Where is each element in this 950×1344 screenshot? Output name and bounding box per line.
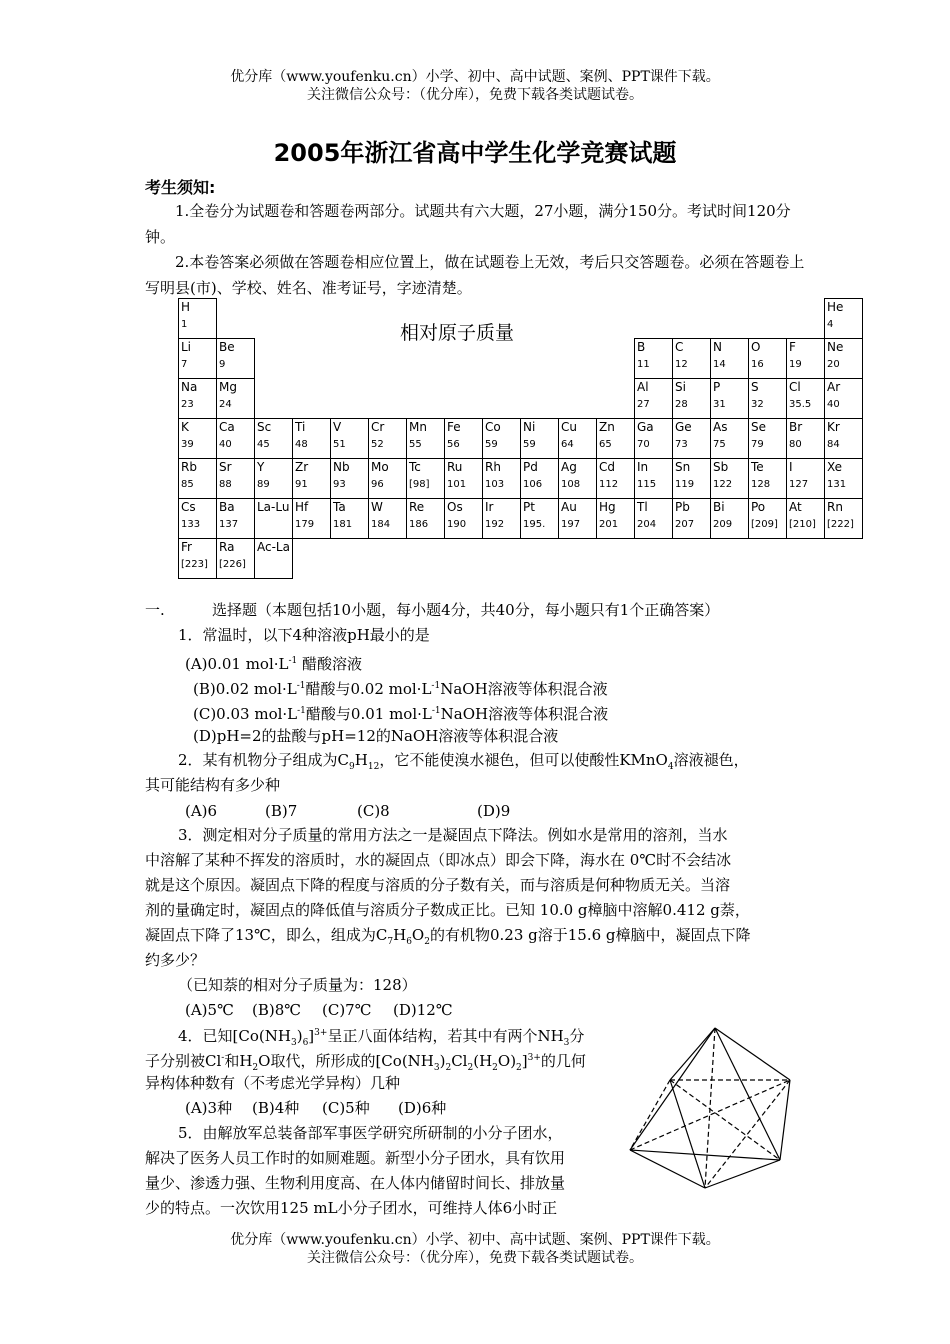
element-mass: 11 — [637, 359, 650, 370]
element-cell — [787, 419, 825, 459]
element-symbol: Pd — [523, 460, 538, 474]
element-cell — [217, 379, 255, 419]
element-mass: 88 — [219, 479, 232, 490]
element-mass: 103 — [485, 479, 505, 490]
element-mass: 7 — [181, 359, 188, 370]
q3-line-1: 3．测定相对分子质量的常用方法之一是凝固点下降法。例如水是常用的溶剂，当水 — [178, 826, 728, 844]
element-symbol: Po — [751, 500, 766, 514]
element-cell — [711, 339, 749, 379]
element-symbol: C — [675, 340, 684, 354]
element-symbol: Sc — [257, 420, 272, 434]
element-mass: 56 — [447, 439, 460, 450]
element-symbol: Ca — [219, 420, 235, 434]
element-cell — [293, 499, 331, 539]
element-symbol: I — [789, 460, 793, 474]
q4-line-2: 子分别被Cl-和$H_2O$取代，所形成的$[Co(NH_3)_2Cl_2(H_2O)_2]^{3+}$的几何 — [145, 1052, 586, 1073]
q3-line-4: 剂的量确定时，凝固点的降低值与溶质分子数成正比。已知 10.0 g樟脑中溶解0.412 g萘， — [145, 901, 750, 919]
element-cell — [559, 459, 597, 499]
element-cell — [521, 499, 559, 539]
element-mass: 186 — [409, 519, 429, 530]
element-cell — [407, 499, 445, 539]
q1-stem: 1．常温时，以下4种溶液pH最小的是 — [178, 626, 430, 644]
q2-option-c: (C)8 — [357, 802, 390, 820]
element-symbol: N — [713, 340, 722, 354]
element-mass: 96 — [371, 479, 384, 490]
element-mass: 115 — [637, 479, 657, 490]
element-cell — [673, 459, 711, 499]
octahedron-diagram — [625, 1025, 800, 1195]
element-symbol: Sb — [713, 460, 729, 474]
element-mass: 197 — [561, 519, 581, 530]
element-symbol: K — [181, 420, 189, 434]
element-symbol: P — [713, 380, 721, 394]
q1-option-b: (B)0.02 $mol\cdot L^{-1}$醋酸与0.02 $mol\cdot L^{-1}NaOH$溶液等体积混合液 — [193, 680, 608, 698]
element-mass: 122 — [713, 479, 733, 490]
element-mass: 9 — [219, 359, 226, 370]
element-mass: 93 — [333, 479, 346, 490]
element-mass: 209 — [713, 519, 733, 530]
q3-option-a: (A)5℃ — [185, 1001, 234, 1019]
element-mass: 137 — [219, 519, 239, 530]
element-cell — [635, 379, 673, 419]
element-mass: 204 — [637, 519, 657, 530]
element-symbol: Cd — [599, 460, 615, 474]
q4-option-c: (C)5种 — [322, 1099, 370, 1117]
element-cell — [445, 499, 483, 539]
element-symbol: Ne — [827, 340, 844, 354]
element-cell — [635, 419, 673, 459]
element-cell — [825, 459, 863, 499]
element-symbol: Ga — [637, 420, 654, 434]
element-mass: 201 — [599, 519, 619, 530]
q3-line-5: 凝固点下降了13℃，即么，组成为$C_7H_6O_2$的有机物0.23 g溶于15.6 g樟脑中，凝固点下降 — [145, 926, 751, 947]
element-mass: 24 — [219, 399, 232, 410]
q2-option-a: (A)6 — [185, 802, 218, 820]
element-cell — [711, 379, 749, 419]
element-mass: 16 — [751, 359, 764, 370]
notice-paragraph-1: 1.全卷分为试题卷和答题卷两部分。试题共有六大题，27小题，满分150分。考试时间120分钟。 — [145, 202, 791, 246]
element-symbol: In — [637, 460, 649, 474]
element-mass: 35.5 — [789, 399, 812, 410]
q3-note: （已知萘的相对分子质量为：128） — [178, 976, 417, 994]
element-symbol: Tc — [409, 460, 421, 474]
element-cell — [293, 459, 331, 499]
element-cell — [331, 459, 369, 499]
element-cell — [635, 499, 673, 539]
element-mass: 40 — [219, 439, 232, 450]
element-mass: 112 — [599, 479, 619, 490]
element-symbol: Y — [257, 460, 265, 474]
octa-edge — [715, 1028, 790, 1080]
element-symbol: Cr — [371, 420, 385, 434]
element-mass: [98] — [409, 479, 430, 490]
element-symbol: Sr — [219, 460, 232, 474]
q1-option-a: (A)0.01 $mol\cdot L^{-1}$ 醋酸溶液 — [185, 655, 363, 673]
element-mass: 106 — [523, 479, 543, 490]
element-symbol: Au — [561, 500, 577, 514]
element-mass: 39 — [181, 439, 194, 450]
periodic-table — [178, 298, 863, 579]
q5-line-3: 量少、渗透力强、生物利用度高、在人体内储留时间长、排放量 — [145, 1174, 566, 1192]
footer-line-2: 关注微信公众号：（优分库），免费下载各类试题试卷。 — [307, 1250, 643, 1266]
q5-line-2: 解决了医务人员工作时的如厕难题。新型小分子团水，具有饮用 — [145, 1149, 566, 1167]
element-cell — [787, 459, 825, 499]
element-cell — [635, 459, 673, 499]
element-cell — [749, 459, 787, 499]
element-symbol: Ba — [219, 500, 235, 514]
element-mass: [209] — [751, 519, 778, 530]
q1-option-d: (D)pH=2的盐酸与pH=12的NaOH溶液等体积混合液 — [193, 727, 559, 745]
element-mass: 45 — [257, 439, 270, 450]
element-mass: 14 — [713, 359, 726, 370]
octa-edge — [715, 1028, 780, 1160]
q3-option-c: (C)7℃ — [322, 1001, 372, 1019]
element-symbol: Bi — [713, 500, 725, 514]
element-cell — [331, 499, 369, 539]
element-symbol: Be — [219, 340, 235, 354]
element-mass: 31 — [713, 399, 726, 410]
element-mass: 55 — [409, 439, 422, 450]
element-symbol: H — [181, 300, 191, 314]
element-symbol: Co — [485, 420, 501, 434]
element-symbol: La-Lu — [257, 500, 290, 514]
element-mass: 133 — [181, 519, 201, 530]
element-cell — [179, 339, 217, 379]
element-symbol: Li — [181, 340, 192, 354]
element-mass: 184 — [371, 519, 391, 530]
element-symbol: Fe — [447, 420, 461, 434]
element-cell — [521, 419, 559, 459]
element-cell — [483, 419, 521, 459]
q4-line-3: 异构体种数有（不考虑光学异构）几种 — [145, 1074, 401, 1092]
element-cell — [255, 539, 293, 579]
element-symbol: Ni — [523, 420, 536, 434]
element-cell — [521, 459, 559, 499]
element-cell — [787, 379, 825, 419]
element-symbol: Os — [447, 500, 463, 514]
element-symbol: Hg — [599, 500, 616, 514]
element-symbol: Nb — [333, 460, 350, 474]
element-symbol: Ra — [219, 540, 235, 554]
element-cell — [255, 419, 293, 459]
element-symbol: Ru — [447, 460, 463, 474]
element-cell — [825, 379, 863, 419]
element-cell — [331, 419, 369, 459]
element-mass: 23 — [181, 399, 194, 410]
element-cell — [217, 419, 255, 459]
octa-edge — [780, 1080, 790, 1160]
element-mass: 59 — [485, 439, 498, 450]
element-cell — [369, 499, 407, 539]
element-mass: 20 — [827, 359, 840, 370]
element-cell — [179, 459, 217, 499]
element-mass: 101 — [447, 479, 467, 490]
element-cell — [597, 419, 635, 459]
element-cell — [673, 379, 711, 419]
element-symbol: Ti — [295, 420, 306, 434]
element-symbol: Kr — [827, 420, 840, 434]
octa-edge — [670, 1028, 715, 1080]
element-cell — [255, 459, 293, 499]
element-cell — [483, 499, 521, 539]
element-cell — [179, 419, 217, 459]
element-mass: 75 — [713, 439, 726, 450]
element-mass: 190 — [447, 519, 467, 530]
element-symbol: Ar — [827, 380, 841, 394]
element-symbol: O — [751, 340, 761, 354]
q3-line-6: 约多少？ — [145, 951, 206, 969]
octa-edge — [630, 1150, 705, 1188]
element-mass: [223] — [181, 559, 208, 570]
element-symbol: Ir — [485, 500, 494, 514]
element-mass: 59 — [523, 439, 536, 450]
octa-edge — [705, 1160, 780, 1188]
element-symbol: Rh — [485, 460, 501, 474]
octa-hidden-edge — [630, 1080, 670, 1150]
notice-heading: 考生须知: — [145, 178, 216, 197]
element-cell — [559, 419, 597, 459]
element-mass: 28 — [675, 399, 688, 410]
element-mass: 131 — [827, 479, 847, 490]
element-cell — [711, 419, 749, 459]
element-symbol: Ta — [333, 500, 346, 514]
element-symbol: Ac-La — [257, 540, 290, 554]
element-cell — [597, 499, 635, 539]
element-mass: 127 — [789, 479, 809, 490]
element-cell — [369, 459, 407, 499]
element-symbol: Mg — [219, 380, 237, 394]
element-cell — [293, 419, 331, 459]
element-cell — [787, 499, 825, 539]
element-mass: 119 — [675, 479, 695, 490]
element-cell — [407, 459, 445, 499]
element-symbol: Te — [751, 460, 764, 474]
q3-option-b: (B)8℃ — [252, 1001, 302, 1019]
element-symbol: Pb — [675, 500, 690, 514]
element-mass: 27 — [637, 399, 650, 410]
element-symbol: As — [713, 420, 728, 434]
element-mass: 80 — [789, 439, 802, 450]
element-symbol: Hf — [295, 500, 309, 514]
element-mass: [226] — [219, 559, 246, 570]
element-mass: 207 — [675, 519, 695, 530]
element-symbol: Sn — [675, 460, 691, 474]
element-symbol: F — [789, 340, 796, 354]
element-cell — [217, 499, 255, 539]
element-mass: 85 — [181, 479, 194, 490]
element-mass: 19 — [789, 359, 802, 370]
q1-option-c: (C)0.03 $mol\cdot L^{-1}$醋酸与0.01 $mol\cdot L^{-1}NaOH$溶液等体积混合液 — [193, 705, 609, 723]
element-cell — [635, 339, 673, 379]
element-symbol: B — [637, 340, 646, 354]
element-cell — [749, 339, 787, 379]
element-symbol: Al — [637, 380, 649, 394]
q4-option-a: (A)3种 — [185, 1099, 233, 1117]
element-mass: 128 — [751, 479, 771, 490]
element-mass: 65 — [599, 439, 612, 450]
element-cell — [217, 459, 255, 499]
element-mass: 52 — [371, 439, 384, 450]
footer-line-1: 优分库（www.youfenku.cn）小学、初中、高中试题、案例、PPT课件下载。 — [230, 1232, 720, 1248]
element-cell — [787, 339, 825, 379]
element-cell — [825, 339, 863, 379]
element-cell — [559, 499, 597, 539]
q2-option-b: (B)7 — [265, 802, 298, 820]
element-mass: 192 — [485, 519, 505, 530]
element-symbol: Re — [409, 500, 425, 514]
q3-option-d: (D)12℃ — [393, 1001, 453, 1019]
q3-line-3: 就是这个原因。凝固点下降的程度与溶质的分子数有关，而与溶质是何种物质无关。当溶 — [145, 876, 731, 894]
element-symbol: Zr — [295, 460, 309, 474]
element-symbol: Tl — [637, 500, 648, 514]
section-number: 一. — [145, 601, 165, 619]
element-cell — [179, 499, 217, 539]
element-mass: 48 — [295, 439, 308, 450]
element-symbol: Rn — [827, 500, 843, 514]
element-mass: 108 — [561, 479, 581, 490]
element-symbol: Rb — [181, 460, 197, 474]
octa-axis — [705, 1028, 715, 1188]
element-mass: 179 — [295, 519, 315, 530]
element-cell — [179, 379, 217, 419]
header-line-2: 关注微信公众号：（优分库），免费下载各类试题试卷。 — [307, 87, 643, 103]
element-cell — [825, 499, 863, 539]
element-mass: 32 — [751, 399, 764, 410]
element-symbol: He — [827, 300, 844, 314]
element-cell — [749, 419, 787, 459]
element-symbol: Na — [181, 380, 198, 394]
header-line-1: 优分库（www.youfenku.cn）小学、初中、高中试题、案例、PPT课件下载。 — [230, 69, 720, 85]
element-cell — [673, 499, 711, 539]
element-symbol: Cs — [181, 500, 196, 514]
element-cell — [445, 459, 483, 499]
element-symbol: Si — [675, 380, 686, 394]
element-symbol: Pt — [523, 500, 535, 514]
element-symbol: Se — [751, 420, 766, 434]
octa-edge — [630, 1150, 780, 1160]
element-mass: 181 — [333, 519, 353, 530]
element-symbol: Br — [789, 420, 803, 434]
q2-stem: 2．某有机物分子组成为$C_9H_{12}$，它不能使溴水褪色，但可以使酸性KMnO$_4$溶液褪色， — [178, 751, 749, 772]
element-mass: [210] — [789, 519, 816, 530]
periodic-table-title: 相对原子质量 — [400, 322, 515, 344]
element-cell — [749, 379, 787, 419]
element-cell — [711, 499, 749, 539]
q4-option-d: (D)6种 — [398, 1099, 447, 1117]
element-symbol: Cl — [789, 380, 801, 394]
element-cell — [179, 299, 217, 339]
element-cell — [597, 459, 635, 499]
element-mass: [222] — [827, 519, 854, 530]
octa-edge — [670, 1080, 705, 1188]
page-title: 2005年浙江省高中学生化学竞赛试题 — [273, 139, 677, 167]
element-mass: 12 — [675, 359, 688, 370]
element-mass: 40 — [827, 399, 840, 410]
section-title: 选择题（本题包括10小题，每小题4分，共40分，每小题只有1个正确答案） — [212, 601, 720, 619]
element-symbol: Mo — [371, 460, 389, 474]
element-mass: 51 — [333, 439, 346, 450]
element-symbol: W — [371, 500, 383, 514]
element-mass: 91 — [295, 479, 308, 490]
element-mass: 89 — [257, 479, 270, 490]
element-symbol: S — [751, 380, 759, 394]
element-symbol: Zn — [599, 420, 615, 434]
element-mass: 4 — [827, 319, 834, 330]
element-symbol: Cu — [561, 420, 577, 434]
q5-line-1: 5．由解放军总装备部军事医学研究所研制的小分子团水， — [178, 1124, 563, 1142]
q2-option-d: (D)9 — [477, 802, 511, 820]
element-cell — [825, 299, 863, 339]
element-mass: 70 — [637, 439, 650, 450]
q4-option-b: (B)4种 — [252, 1099, 300, 1117]
element-cell — [483, 459, 521, 499]
element-cell — [673, 419, 711, 459]
element-mass: 84 — [827, 439, 840, 450]
element-mass: 64 — [561, 439, 574, 450]
element-cell — [217, 339, 255, 379]
element-cell — [255, 499, 293, 539]
element-symbol: Ge — [675, 420, 692, 434]
element-symbol: Fr — [181, 540, 192, 554]
q5-line-4: 少的特点。一次饮用125 mL小分子团水，可维持人体6小时正 — [145, 1199, 558, 1217]
element-symbol: At — [789, 500, 802, 514]
element-cell — [825, 419, 863, 459]
q2-stem-cont: 其可能结构有多少种 — [145, 776, 281, 794]
element-cell — [217, 539, 255, 579]
element-cell — [673, 339, 711, 379]
element-symbol: V — [333, 420, 342, 434]
q3-line-2: 中溶解了某种不挥发的溶质时，水的凝固点（即冰点）即会下降，海水在 0℃时不会结冰 — [145, 851, 732, 869]
element-cell — [369, 419, 407, 459]
element-cell — [407, 419, 445, 459]
element-mass: 195. — [523, 519, 546, 530]
element-cell — [445, 419, 483, 459]
element-mass: 73 — [675, 439, 688, 450]
element-symbol: Mn — [409, 420, 427, 434]
element-cell — [749, 499, 787, 539]
element-mass: 1 — [181, 319, 188, 330]
element-cell — [711, 459, 749, 499]
element-cell — [179, 539, 217, 579]
element-symbol: Xe — [827, 460, 843, 474]
notice-paragraph-2: 2.本卷答案必须做在答题卷相应位置上，做在试题卷上无效，考后只交答题卷。必须在答题卷上写明县(市)、学校、姓名、准考证号，字迹清楚。 — [145, 253, 805, 297]
element-symbol: Ag — [561, 460, 577, 474]
q4-line-1: 4．已知$[Co(NH_3)_6]^{3+}$呈正八面体结构，若其中有两个$NH_3$分 — [178, 1027, 585, 1048]
element-mass: 79 — [751, 439, 764, 450]
